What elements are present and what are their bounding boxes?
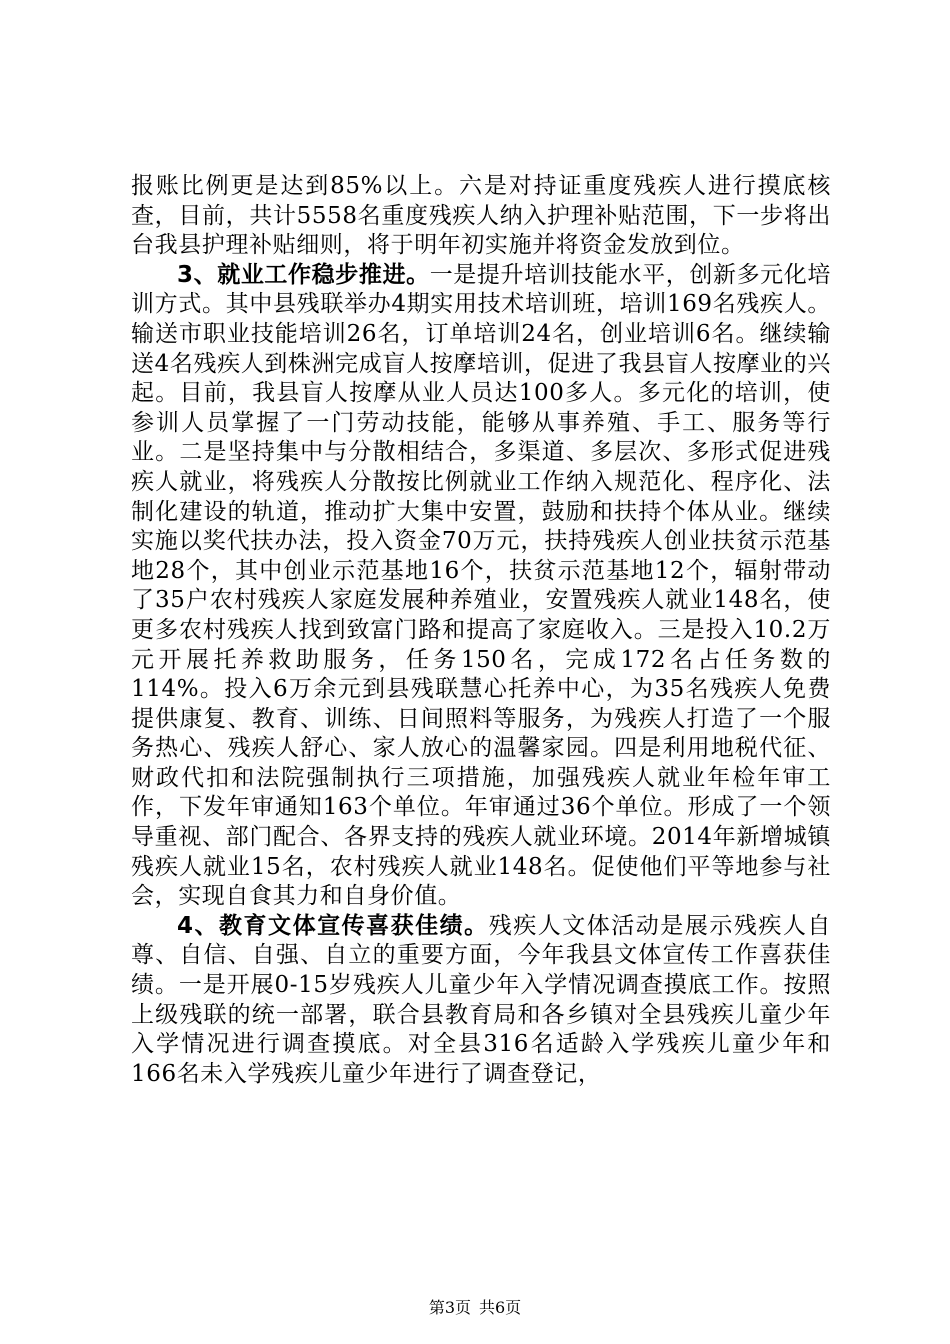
paragraph-2-text: 一是提升培训技能水平，创新多元化培训方式。其中县残联举办4期实用技术培训班，培训169名残疾人。输送市职业技能培训26名，订单培训24名，创业培训6名。继续输送4名残疾人到株洲完成盲人按摩培训，促进了我县盲人按摩业的兴起。目前，我县盲人按摩从业人员达100多人。多元化的培训，使参训人员掌握了一门劳动技能，能够从事养殖、手工、服务等行业。二是坚持集中与分散相结合，多渠道、多层次、多形式促进残疾人就业，将残疾人分散按比例就业工作纳入规范化、程序化、法制化建设的轨道，推动扩大集中安置，鼓励和扶持个体从业。继续实施以奖代扶办法，投入资金70万元，扶持残疾人创业扶贫示范基地28个，其中创业示范基地16个，扶贫示范基地12个，辐射带动了35户农村残疾人家庭发展种养殖业，安置残疾人就业148名，使更多农村残疾人找到致富门路和提高了家庭收入。三是投入10.2万元开展托养救助服务，任务150名，完成172名占任务数的114%。投入6万余元到县残联慧心托养中心，为35名残疾人免费提供康复、教育、训练、日间照料等服务，为残疾人打造了一个服务热心、残疾人舒心、家人放心的温馨家园。四是利用地税代征、财政代扣和法院强制执行三项措施，加强残疾人就业年检年审工作，下发年审通知163个单位。年审通过36个单位。形成了一个领导重视、部门配合、各界支持的残疾人就业环境。2014年新增城镇残疾人就业15名，农村残疾人就业148名。促使他们平等地参与社会，实现自食其力和自身价值。 bbox=[131, 261, 831, 910]
paragraph-2-heading: 3、就业工作稳步推进。 bbox=[177, 261, 430, 288]
page-number: 第3页 bbox=[428, 1298, 471, 1317]
paragraph-3-text: 残疾人文体活动是展示残疾人自尊、自信、自强、自立的重要方面，今年我县文体宣传工作喜获佳绩。一是开展0-15岁残疾人儿童少年入学情况调查摸底工作。按照上级残联的统一部署，联合县教育局和各乡镇对全县残疾儿童少年入学情况进行调查摸底。对全县316名适龄入学残疾儿童少年和166名未入学残疾儿童少年进行了调查登记， bbox=[131, 912, 831, 1087]
paragraph-3 bbox=[131, 912, 831, 1090]
document-body bbox=[131, 172, 831, 1089]
paragraph-2 bbox=[131, 261, 831, 912]
paragraph-1 bbox=[131, 172, 831, 261]
paragraph-3-heading: 4、教育文体宣传喜获佳绩。 bbox=[177, 912, 489, 939]
page-total: 共6页 bbox=[479, 1298, 522, 1317]
paragraph-1-text: 报账比例更是达到85%以上。六是对持证重度残疾人进行摸底核查，目前，共计5558名重度残疾人纳入护理补贴范围，下一步将出台我县护理补贴细则，将于明年初实施并将资金发放到位。 bbox=[131, 173, 831, 259]
page-footer bbox=[0, 1298, 950, 1318]
